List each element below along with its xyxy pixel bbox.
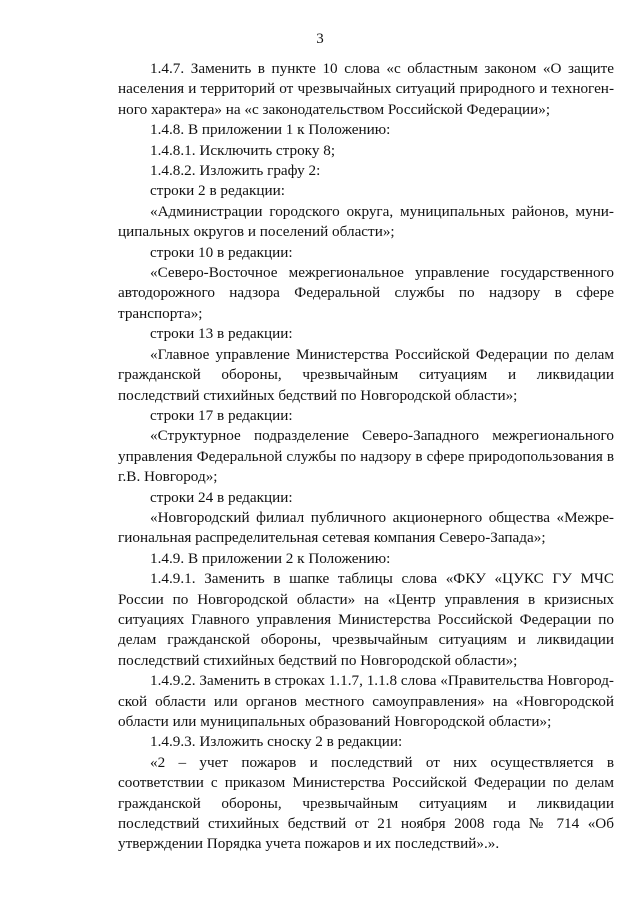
footnote-2-text: «2 – учет пожаров и последствий от них осуществляется в соответствии с приказом Министерства Российской Федерации по делам гражданской обороны, чрезвычайным ситуациям и ликвидации последствий стихийных бедствий от 21 ноября 2008 года № 714 «Об утверждении Порядка учета пожаров и их последствий».».	[118, 753, 614, 853]
clause-1-4-9-1: 1.4.9.1. Заменить в шапке таблицы слова «ФКУ «ЦУКС ГУ МЧС России по Новгородской области» на «Центр управления в кризисных ситуациях Главного управления Министерства Российской Федерации по делам гражданской обороны, чрезвычайным ситуациям и ликвидации последствий стихийных бедствий по Новгородской области»;	[118, 570, 614, 669]
clause-1-4-9: 1.4.9. В приложении 2 к Положению:	[150, 549, 391, 567]
clause-1-4-9-3: 1.4.9.3. Изложить сноску 2 в редакции:	[150, 733, 403, 751]
row-10-heading: строки 10 в редакции:	[150, 243, 293, 261]
document-body	[118, 59, 614, 855]
row-24-heading: строки 24 в редакции:	[150, 488, 293, 506]
clause-1-4-9-2: 1.4.9.2. Заменить в строках 1.1.7, 1.1.8 слова «Правительства Новгород-ской области или органов местного самоуправления» на «Новгородской области или муниципальных образований Новгородской области»;	[118, 672, 614, 730]
row-13-text: «Главное управление Министерства Российской Федерации по делам гражданской обороны, чрезвычайным ситуациям и ликвидации последствий стихийных бедствий по Новгородской области»;	[118, 345, 614, 404]
page-number: 3	[316, 31, 324, 47]
clause-1-4-7: 1.4.7. Заменить в пункте 10 слова «с областным законом «О защите населения и территорий от чрезвычайных ситуаций природного и техноген-ного характера» на «с законодательством Российской Федерации»;	[118, 60, 614, 118]
row-2-heading: строки 2 в редакции:	[150, 182, 285, 200]
clause-1-4-8-2: 1.4.8.2. Изложить графу 2:	[150, 162, 321, 180]
row-17-heading: строки 17 в редакции:	[150, 406, 293, 424]
row-13-heading: строки 13 в редакции:	[150, 325, 293, 343]
clause-1-4-8: 1.4.8. В приложении 1 к Положению:	[150, 121, 391, 139]
row-2-text: «Администрации городского округа, муниципальных районов, муни-ципальных округов и поселений области»;	[118, 202, 614, 241]
clause-1-4-8-1: 1.4.8.1. Исключить строку 8;	[150, 141, 336, 159]
row-17-text: «Структурное подразделение Северо-Западного межрегионального управления Федеральной службы по надзору в сфере природопользования в г.В. Новгород»;	[118, 427, 614, 486]
row-24-text: «Новгородский филиал публичного акционерного общества «Межре-гиональная распределительная сетевая компания Северо-Запада»;	[118, 508, 614, 547]
row-10-text: «Северо-Восточное межрегиональное управление государственного автодорожного надзора Федеральной службы по надзору в сфере транспорта»;	[118, 264, 614, 322]
